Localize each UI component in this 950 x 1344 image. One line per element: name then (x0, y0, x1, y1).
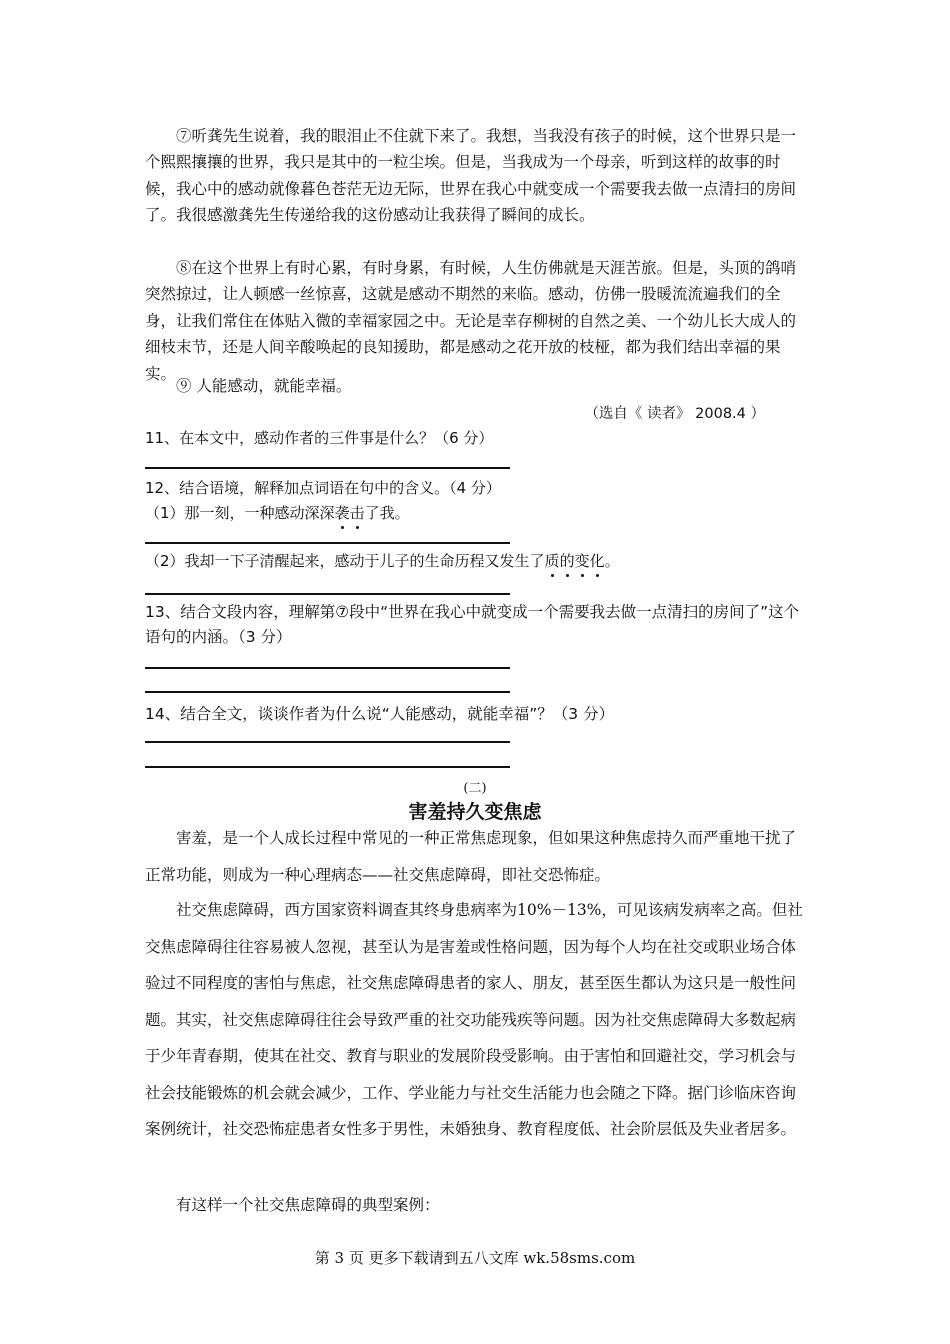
source-citation: （选自《 读者》 2008.4 ） (584, 406, 765, 422)
answer-line (145, 741, 510, 743)
dotted-word: 化 (589, 552, 605, 570)
answer-line (145, 691, 510, 693)
article-paragraph-2: 社交焦虑障碍，西方国家资料调查其终身患病率为10%－13%，可见该病发病率之高。但社交焦虑障碍往往容易被人忽视，甚至认为是害羞或性格问题，因为每个人均在社交或职业场合体验过不同程度的害怕与焦虑，社交焦虑障碍患者的家人、朋友，甚至医生都认为这只是一般性问题。其实，社交焦虑障碍往往会导致严重的社交功能残疾等问题。因为社交焦虑障碍大多数起病于少年青春期，使其在社交、教育与职业的发展阶段受影响。由于害怕和回避社交，学习机会与社会技能锻炼的机会就会减少，工作、学业能力与社交生活能力也会随之下降。据门诊临床咨询案例统计，社交恐怖症患者女性多于男性，未婚独身、教育程度低、社会阶层低及失业者居多。 (145, 901, 803, 1138)
dotted-word: 袭 (334, 504, 350, 522)
answer-line (145, 542, 510, 544)
question-14: 14、结合全文，谈谈作者为什么说“人能感动，就能幸福”？（3 分） (145, 705, 615, 723)
question-12-item-2 (145, 550, 620, 571)
item-text: （1）那一刻，一种感动深深 (145, 504, 335, 522)
dotted-word: 变 (574, 552, 590, 570)
paragraph-8: ⑧在这个世界上有时心累，有时身累，有时候，人生仿佛就是天涯苦旅。但是，头顶的鸽哨突然掠过，让人顿感一丝惊喜，这就是感动不期然的来临。感动，仿佛一股暖流流遍我们的全身，让我们常住在体贴入微的幸福家园之中。无论是幸存柳树的自然之美、一个幼儿长大成人的细枝末节，还是人间辛酸唤起的良知援助，都是感动之花开放的枝桠，都为我们结出幸福的果实。 (145, 259, 797, 383)
dotted-word: 的 (559, 552, 575, 570)
dotted-word: 质 (544, 552, 560, 570)
question-13: 13、结合文段内容，理解第⑦段中“世界在我心中就变成一个需要我去做一点清扫的房间了”这个语句的内涵。（3 分） (145, 603, 800, 646)
item-text: 了我。 (364, 504, 410, 522)
answer-line (145, 667, 510, 669)
article-title: 害羞持久变焦虑 (408, 801, 542, 823)
article-paragraph-1: 害羞，是一个人成长过程中常见的一种正常焦虑现象，但如果这种焦虑持久而严重地干扰了正常功能，则成为一种心理病态——社交焦虑障碍，即社交恐怖症。 (145, 829, 797, 884)
item-text: （2）我却一下子清醒起来，感动于儿子的生命历程又发生了 (145, 552, 545, 570)
question-11: 11、在本文中，感动作者的三件事是什么？（6 分） (145, 429, 494, 447)
answer-line (145, 766, 510, 768)
page-footer: 第 3 页 更多下载请到五八文库 wk.58sms.com (314, 1249, 636, 1267)
paragraph-7: ⑦听龚先生说着，我的眼泪止不住就下来了。我想，当我没有孩子的时候，这个世界只是一个熙熙攘攘的世界，我只是其中的一粒尘埃。但是，当我成为一个母亲，听到这样的故事的时候，我心中的感动就像暮色苍茫无边无际，世界在我心中就变成一个需要我去做一点清扫的房间了。我很感激龚先生传递给我的这份感动让我获得了瞬间的成长。 (145, 127, 797, 225)
article-paragraph-3: 有这样一个社交焦虑障碍的典型案例： (176, 1196, 440, 1214)
answer-line (145, 593, 510, 595)
section-number: (二) (463, 781, 487, 796)
question-12: 12、结合语境，解释加点词语在句中的含义。（4 分） (145, 479, 501, 497)
dotted-word: 击 (349, 504, 365, 522)
item-text: 。 (604, 552, 620, 570)
question-12-item-1 (145, 502, 410, 523)
paragraph-9: ⑨ 人能感动，就能幸福。 (176, 377, 352, 395)
answer-line (145, 467, 510, 469)
